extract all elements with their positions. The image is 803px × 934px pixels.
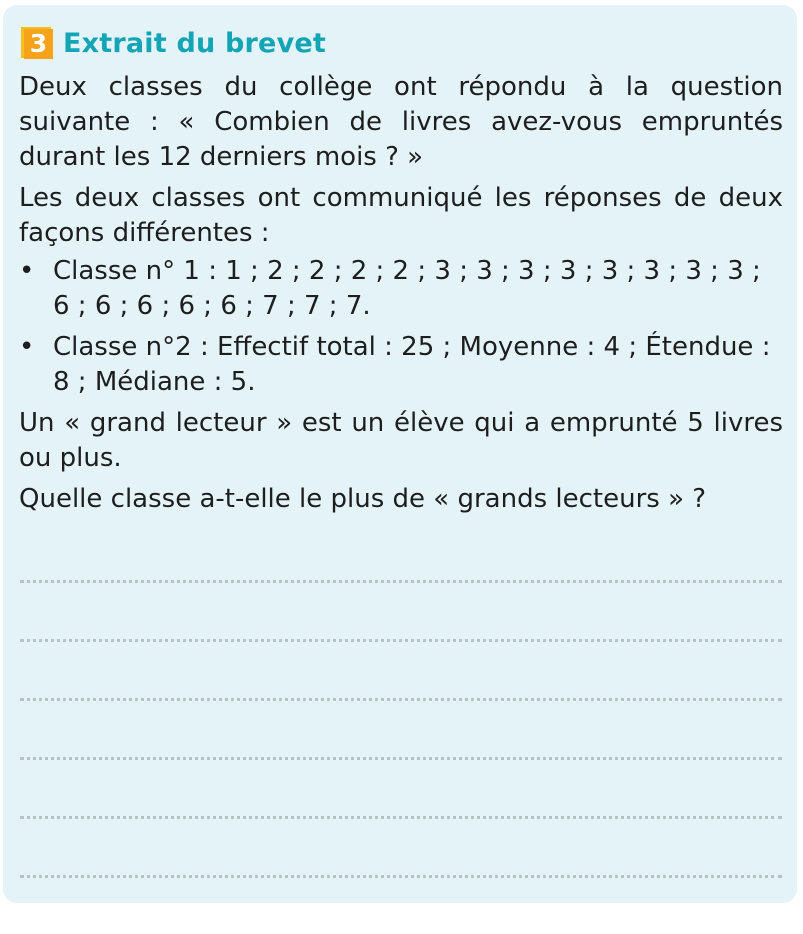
list-item-class-2 [19,330,783,400]
definition-paragraph: Un « grand lecteur » est un élève qui a emprunté 5 livres ou plus. [19,408,783,473]
exercise-number: 3 [24,29,53,59]
answer-line[interactable] [20,816,782,819]
list-item-class-1 [19,254,783,324]
exercise-body [19,70,783,523]
bullet-icon: • [19,256,35,286]
answer-line[interactable] [20,698,782,701]
bullet-icon: • [19,332,35,362]
class-1-data: Classe n° 1 : 1 ; 2 ; 2 ; 2 ; 2 ; 3 ; 3 ; 3 ; 3 ; 3 ; 3 ; 3 ; 3 ; 6 ; 6 ; 6 ; 6 ; 6 ; 7 ; 7 ; 7. [53,256,761,321]
answer-line[interactable] [20,757,782,760]
question-paragraph: Quelle classe a-t-elle le plus de « grands lecteurs » ? [19,484,707,514]
answer-line[interactable] [20,639,782,642]
class-data-list [19,254,783,400]
answer-line[interactable] [20,580,782,583]
exercise-header [21,26,326,60]
answer-line[interactable] [20,875,782,878]
intro-paragraph: Deux classes du collège ont répondu à la question suivante : « Combien de livres avez-vous empruntés durant les 12 derniers mois ? » [19,72,783,172]
communication-paragraph: Les deux classes ont communiqué les réponses de deux façons différentes : [19,183,783,248]
exercise-title: Extrait du brevet [63,27,326,59]
class-2-data: Classe n°2 : Effectif total : 25 ; Moyenne : 4 ; Étendue : 8 ; Médiane : 5. [53,332,771,397]
exercise-number-badge [21,27,53,59]
answer-area [20,580,782,934]
